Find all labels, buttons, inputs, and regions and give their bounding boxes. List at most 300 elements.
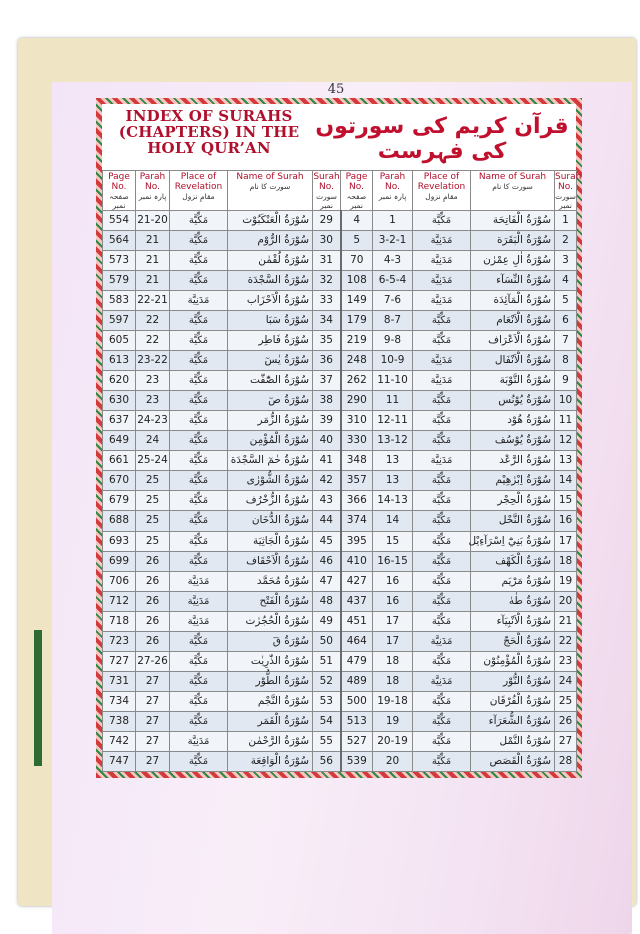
table-row (103, 671, 577, 691)
surah-no-cell: 10 (555, 391, 577, 411)
surah-index-table (102, 170, 582, 772)
place-cell: مَكِّيَّة (170, 211, 228, 231)
surah-name-cell: سُوْرَةُ التَّوْبَة (471, 371, 555, 391)
place-cell: مَكِّيَّة (170, 631, 228, 651)
surah-name-cell: سُوْرَةُ يُوْنُس (471, 391, 555, 411)
place-cell: مَكِّيَّة (170, 471, 228, 491)
page-no-cell: 693 (103, 531, 136, 551)
table-row (103, 471, 577, 491)
place-cell: مَكِّيَّة (170, 391, 228, 411)
table-row (103, 511, 577, 531)
table-header-row (103, 171, 577, 211)
table-row (103, 711, 577, 731)
place-cell: مَكِّيَّة (413, 431, 471, 451)
place-cell: مَدَنِيَّة (413, 231, 471, 251)
surah-name-cell: سُوْرَةُ النَّحْل (471, 511, 555, 531)
surah-no-cell: 21 (555, 611, 577, 631)
page-no-cell: 747 (103, 751, 136, 771)
surah-no-cell: 13 (555, 451, 577, 471)
header-place-of-revelation: Place of Revelation مقامِ نزول (170, 171, 228, 211)
page-no-cell: 451 (341, 611, 373, 631)
parah-no-cell: 27 (136, 731, 170, 751)
surah-no-cell: 46 (313, 551, 341, 571)
parah-no-cell: 25-24 (136, 451, 170, 471)
surah-no-cell: 1 (555, 211, 577, 231)
surah-name-cell: سُوْرَةُ الْفُرْقَان (471, 691, 555, 711)
page-no-cell: 330 (341, 431, 373, 451)
surah-no-cell: 26 (555, 711, 577, 731)
surah-no-cell: 29 (313, 211, 341, 231)
surah-no-cell: 53 (313, 691, 341, 711)
page-no-cell: 670 (103, 471, 136, 491)
parah-no-cell: 17 (373, 631, 413, 651)
surah-name-cell: سُوْرَةُ الْمُؤْمِنُوْن (471, 651, 555, 671)
surah-name-cell: سُوْرَةُ الزُّخْرُف (228, 491, 313, 511)
place-cell: مَكِّيَّة (413, 491, 471, 511)
surah-no-cell: 22 (555, 631, 577, 651)
parah-no-cell: 19 (373, 711, 413, 731)
page-no-cell: 464 (341, 631, 373, 651)
surah-no-cell: 15 (555, 491, 577, 511)
page-no-cell: 262 (341, 371, 373, 391)
surah-name-cell: سُوْرَةُ حٰمٓ السَّجْدَة (228, 451, 313, 471)
place-cell: مَكِّيَّة (170, 371, 228, 391)
header-surah-no: Surah No. سورت نمبر (555, 172, 582, 210)
parah-no-cell: 16 (373, 591, 413, 611)
table-row (103, 371, 577, 391)
surah-no-cell: 24 (555, 671, 577, 691)
parah-no-cell: 15 (373, 531, 413, 551)
surah-no-cell: 17 (555, 531, 577, 551)
surah-no-cell: 37 (313, 371, 341, 391)
surah-name-cell: سُوْرَةُ الْفَاتِحَة (471, 211, 555, 231)
page-no-cell: 513 (341, 711, 373, 731)
table-row (103, 591, 577, 611)
page-no-cell: 395 (341, 531, 373, 551)
page-no-cell: 613 (103, 351, 136, 371)
parah-no-cell: 23 (136, 391, 170, 411)
surah-no-cell: 40 (313, 431, 341, 451)
surah-name-cell: سُوْرَةُ الْقَمَر (228, 711, 313, 731)
parah-no-cell: 23-22 (136, 351, 170, 371)
surah-name-cell: سُوْرَةُ صٓ (228, 391, 313, 411)
place-cell: مَكِّيَّة (413, 411, 471, 431)
header-parah-no: Parah No. پارہ نمبر (136, 171, 170, 211)
title-urdu: قرآن کریم کی سورتوں کی فہرست (315, 114, 569, 164)
page-no-cell: 597 (103, 311, 136, 331)
surah-name-cell: سُوْرَةُ اٰلِ عِمْرٰن (471, 251, 555, 271)
place-cell: مَكِّيَّة (413, 331, 471, 351)
parah-no-cell: 24-23 (136, 411, 170, 431)
place-cell: مَكِّيَّة (170, 331, 228, 351)
surah-name-cell: سُوْرَةُ الْفَتْح (228, 591, 313, 611)
header-page-no: Page No. صفحہ نمبر (103, 171, 136, 211)
page-no-cell: 437 (341, 591, 373, 611)
parah-no-cell: 27 (136, 751, 170, 771)
surah-no-cell: 11 (555, 411, 577, 431)
page-no-cell: 688 (103, 511, 136, 531)
page-no-cell: 248 (341, 351, 373, 371)
surah-name-cell: سُوْرَةُ مَرْيَم (471, 571, 555, 591)
table-row (103, 271, 577, 291)
place-cell: مَكِّيَّة (413, 611, 471, 631)
parah-no-cell: 19-18 (373, 691, 413, 711)
surah-name-cell: سُوْرَةُ الْمُؤْمِن (228, 431, 313, 451)
surah-name-cell: سُوْرَةُ الْحِجْر (471, 491, 555, 511)
place-cell: مَدَنِيَّة (170, 591, 228, 611)
surah-name-cell: سُوْرَةُ الْاَحْزَاب (228, 291, 313, 311)
surah-name-cell: سُوْرَةُ الْحَجّ (471, 631, 555, 651)
place-cell: مَكِّيَّة (413, 571, 471, 591)
surah-no-cell: 4 (555, 271, 577, 291)
place-cell: مَكِّيَّة (170, 531, 228, 551)
surah-no-cell: 18 (555, 551, 577, 571)
table-row (103, 491, 577, 511)
surah-no-cell: 31 (313, 251, 341, 271)
page-no-cell: 712 (103, 591, 136, 611)
parah-no-cell: 22 (136, 331, 170, 351)
surah-name-cell: سُوْرَةُ لُقْمٰن (228, 251, 313, 271)
table-row (103, 731, 577, 751)
parah-no-cell: 21 (136, 251, 170, 271)
parah-no-cell: 16 (373, 571, 413, 591)
place-cell: مَدَنِيَّة (413, 631, 471, 651)
parah-no-cell: 1 (373, 211, 413, 231)
parah-no-cell: 26 (136, 571, 170, 591)
parah-no-cell: 27 (136, 691, 170, 711)
place-cell: مَكِّيَّة (413, 511, 471, 531)
place-cell: مَكِّيَّة (170, 551, 228, 571)
parah-no-cell: 11 (373, 391, 413, 411)
parah-no-cell: 26 (136, 631, 170, 651)
page-no-cell: 564 (103, 231, 136, 251)
surah-no-cell: 5 (555, 291, 577, 311)
surah-no-cell: 52 (313, 671, 341, 691)
surah-name-cell: سُوْرَةُ الدُّخَان (228, 511, 313, 531)
parah-no-cell: 10-9 (373, 351, 413, 371)
page-no-cell: 718 (103, 611, 136, 631)
page-no-cell: 699 (103, 551, 136, 571)
parah-no-cell: 25 (136, 471, 170, 491)
surah-name-cell: سُوْرَةُ الْبَقَرَة (471, 231, 555, 251)
surah-name-cell: سُوْرَةُ الْاَعْرَاف (471, 331, 555, 351)
table-row (103, 611, 577, 631)
index-frame (96, 98, 582, 778)
surah-name-cell: سُوْرَةُ الْوَاقِعَة (228, 751, 313, 771)
page-no-cell: 179 (341, 311, 373, 331)
surah-no-cell: 35 (313, 331, 341, 351)
parah-no-cell: 12-11 (373, 411, 413, 431)
surah-name-cell: سُوْرَةُ الرُّوْم (228, 231, 313, 251)
parah-no-cell: 25 (136, 531, 170, 551)
surah-no-cell: 27 (555, 731, 577, 751)
page-no-cell: 573 (103, 251, 136, 271)
place-cell: مَدَنِيَّة (413, 671, 471, 691)
surah-name-cell: سُوْرَةُ الْعَنْكَبُوْت (228, 211, 313, 231)
place-cell: مَدَنِيَّة (170, 571, 228, 591)
surah-no-cell: 42 (313, 471, 341, 491)
surah-name-cell: سُوْرَةُ يُوْسُف (471, 431, 555, 451)
table-row (103, 331, 577, 351)
surah-name-cell: سُوْرَةُ النُّوْر (471, 671, 555, 691)
page-no-cell: 661 (103, 451, 136, 471)
surah-no-cell: 23 (555, 651, 577, 671)
page-no-cell: 679 (103, 491, 136, 511)
parah-no-cell: 23 (136, 371, 170, 391)
surah-no-cell: 19 (555, 571, 577, 591)
page-no-cell: 738 (103, 711, 136, 731)
parah-no-cell: 20-19 (373, 731, 413, 751)
surah-name-cell: سُوْرَةُ بَنِيْٓ اِسْرَآءِيْل (471, 531, 555, 551)
surah-no-cell: 14 (555, 471, 577, 491)
surah-no-cell: 55 (313, 731, 341, 751)
surah-name-cell: سُوْرَةُ مُحَمَّد (228, 571, 313, 591)
page-no-cell: 731 (103, 671, 136, 691)
surah-name-cell: سُوْرَةُ قٓ (228, 631, 313, 651)
page-no-cell: 374 (341, 511, 373, 531)
place-cell: مَدَنِيَّة (413, 291, 471, 311)
place-cell: مَكِّيَّة (170, 651, 228, 671)
surah-no-cell: 56 (313, 751, 341, 771)
place-cell: مَكِّيَّة (413, 591, 471, 611)
surah-no-cell: 41 (313, 451, 341, 471)
surah-name-cell: سُوْرَةُ الزُّمَر (228, 411, 313, 431)
surah-name-cell: سُوْرَةُ الْاَنْفَال (471, 351, 555, 371)
place-cell: مَدَنِيَّة (413, 271, 471, 291)
page-no-cell: 706 (103, 571, 136, 591)
place-cell: مَدَنِيَّة (170, 611, 228, 631)
page-no-cell: 500 (341, 691, 373, 711)
surah-no-cell: 54 (313, 711, 341, 731)
parah-no-cell: 14-13 (373, 491, 413, 511)
place-cell: مَكِّيَّة (413, 691, 471, 711)
surah-name-cell: سُوْرَةُ الْقَصَص (471, 751, 555, 771)
parah-no-cell: 26 (136, 591, 170, 611)
surah-no-cell: 9 (555, 371, 577, 391)
table-row (103, 291, 577, 311)
parah-no-cell: 9-8 (373, 331, 413, 351)
page-no-cell: 579 (103, 271, 136, 291)
page-no-cell: 583 (103, 291, 136, 311)
place-cell: مَكِّيَّة (170, 451, 228, 471)
table-row (103, 451, 577, 471)
parah-no-cell: 21 (136, 231, 170, 251)
table-row (103, 391, 577, 411)
place-cell: مَكِّيَّة (413, 731, 471, 751)
parah-no-cell: 26 (136, 611, 170, 631)
table-row (103, 631, 577, 651)
page-no-cell: 723 (103, 631, 136, 651)
surah-name-cell: سُوْرَةُ الْاَنْعَام (471, 311, 555, 331)
page-no-cell: 630 (103, 391, 136, 411)
surah-name-cell: سُوْرَةُ الرَّعْد (471, 451, 555, 471)
surah-name-cell: سُوْرَةُ الْمَآئِدَة (471, 291, 555, 311)
parah-no-cell: 27-26 (136, 651, 170, 671)
surah-no-cell: 7 (555, 331, 577, 351)
table-row (103, 551, 577, 571)
place-cell: مَكِّيَّة (170, 271, 228, 291)
place-cell: مَكِّيَّة (170, 751, 228, 771)
surah-no-cell: 43 (313, 491, 341, 511)
page-no-cell: 290 (341, 391, 373, 411)
page-no-cell: 554 (103, 211, 136, 231)
page-no-cell: 742 (103, 731, 136, 751)
surah-name-cell: سُوْرَةُ سَبَا (228, 311, 313, 331)
surah-no-cell: 3 (555, 251, 577, 271)
table-row (103, 351, 577, 371)
page-no-cell: 489 (341, 671, 373, 691)
place-cell: مَدَنِيَّة (413, 371, 471, 391)
parah-no-cell: 18 (373, 651, 413, 671)
table-row (103, 531, 577, 551)
page-no-cell: 219 (341, 331, 373, 351)
surah-no-cell: 30 (313, 231, 341, 251)
surah-name-cell: سُوْرَةُ الصّٰٓفّٰت (228, 371, 313, 391)
cover-green-strip (34, 630, 42, 766)
page-no-cell: 4 (341, 211, 373, 231)
page-no-cell: 427 (341, 571, 373, 591)
surah-name-cell: سُوْرَةُ هُوْد (471, 411, 555, 431)
place-cell: مَكِّيَّة (170, 431, 228, 451)
surah-name-cell: سُوْرَةُ الْاَنْبِيَآء (471, 611, 555, 631)
parah-no-cell: 14 (373, 511, 413, 531)
place-cell: مَكِّيَّة (170, 671, 228, 691)
surah-no-cell: 12 (555, 431, 577, 451)
surah-no-cell: 47 (313, 571, 341, 591)
place-cell: مَكِّيَّة (413, 471, 471, 491)
page-no-cell: 637 (103, 411, 136, 431)
page-no-cell: 357 (341, 471, 373, 491)
surah-name-cell: سُوْرَةُ يٰسٓ (228, 351, 313, 371)
table-row (103, 211, 577, 231)
page-no-cell: 479 (341, 651, 373, 671)
page-no-cell: 70 (341, 251, 373, 271)
place-cell: مَكِّيَّة (413, 531, 471, 551)
parah-no-cell: 13 (373, 471, 413, 491)
page-no-cell: 366 (341, 491, 373, 511)
surah-name-cell: سُوْرَةُ طٰهٰ (471, 591, 555, 611)
page-no-cell: 734 (103, 691, 136, 711)
parah-no-cell: 24 (136, 431, 170, 451)
table-row (103, 571, 577, 591)
place-cell: مَكِّيَّة (170, 511, 228, 531)
place-cell: مَكِّيَّة (170, 231, 228, 251)
parah-no-cell: 20 (373, 751, 413, 771)
surah-no-cell: 39 (313, 411, 341, 431)
parah-no-cell: 27 (136, 711, 170, 731)
page-no-cell: 527 (341, 731, 373, 751)
place-cell: مَكِّيَّة (170, 711, 228, 731)
page-no-cell: 605 (103, 331, 136, 351)
header-place-of-revelation: Place of Revelation مقامِ نزول (413, 171, 471, 211)
place-cell: مَدَنِيَّة (413, 451, 471, 471)
surah-no-cell: 34 (313, 311, 341, 331)
parah-no-cell: 25 (136, 491, 170, 511)
page-no-cell: 348 (341, 451, 373, 471)
page-no-cell: 620 (103, 371, 136, 391)
surah-no-cell: 50 (313, 631, 341, 651)
surah-no-cell: 38 (313, 391, 341, 411)
page-no-cell: 410 (341, 551, 373, 571)
surah-no-cell: 28 (555, 751, 577, 771)
table-row (103, 751, 577, 771)
page-no-cell: 649 (103, 431, 136, 451)
surah-no-cell: 51 (313, 651, 341, 671)
page-no-cell: 149 (341, 291, 373, 311)
table-row (103, 411, 577, 431)
place-cell: مَكِّيَّة (170, 351, 228, 371)
page-no-cell: 108 (341, 271, 373, 291)
surah-name-cell: سُوْرَةُ النِّسَآء (471, 271, 555, 291)
place-cell: مَكِّيَّة (170, 311, 228, 331)
place-cell: مَكِّيَّة (413, 211, 471, 231)
place-cell: مَكِّيَّة (170, 691, 228, 711)
place-cell: مَكِّيَّة (413, 311, 471, 331)
page-no-cell: 539 (341, 751, 373, 771)
parah-no-cell: 8-7 (373, 311, 413, 331)
parah-no-cell: 21 (136, 271, 170, 291)
surah-no-cell: 20 (555, 591, 577, 611)
header-surah-no: Surah No. سورت نمبر (313, 172, 340, 210)
surah-no-cell: 36 (313, 351, 341, 371)
parah-no-cell: 3-2-1 (373, 231, 413, 251)
place-cell: مَدَنِيَّة (413, 251, 471, 271)
parah-no-cell: 6-5-4 (373, 271, 413, 291)
place-cell: مَدَنِيَّة (413, 351, 471, 371)
page-number: 45 (327, 82, 345, 97)
place-cell: مَكِّيَّة (413, 551, 471, 571)
surah-name-cell: سُوْرَةُ الذّٰرِيٰت (228, 651, 313, 671)
parah-no-cell: 11-10 (373, 371, 413, 391)
parah-no-cell: 13 (373, 451, 413, 471)
surah-name-cell: سُوْرَةُ الْجَاثِيَة (228, 531, 313, 551)
surah-name-cell: سُوْرَةُ السَّجْدَة (228, 271, 313, 291)
parah-no-cell: 22 (136, 311, 170, 331)
place-cell: مَدَنِيَّة (170, 291, 228, 311)
header-name-of-surah: Name of Surah سورت کا نام (471, 171, 555, 211)
surah-name-cell: سُوْرَةُ الشُّعَرَآء (471, 711, 555, 731)
surah-name-cell: سُوْرَةُ الْحُجُرٰت (228, 611, 313, 631)
surah-name-cell: سُوْرَةُ الشُّوْرٰى (228, 471, 313, 491)
parah-no-cell: 13-12 (373, 431, 413, 451)
surah-name-cell: سُوْرَةُ الْكَهْف (471, 551, 555, 571)
table-row (103, 691, 577, 711)
place-cell: مَكِّيَّة (170, 251, 228, 271)
surah-name-cell: سُوْرَةُ النَّجْم (228, 691, 313, 711)
surah-no-cell: 49 (313, 611, 341, 631)
parah-no-cell: 18 (373, 671, 413, 691)
place-cell: مَكِّيَّة (413, 651, 471, 671)
surah-name-cell: سُوْرَةُ اِبْرٰهِيْم (471, 471, 555, 491)
table-row (103, 431, 577, 451)
page-no-cell: 5 (341, 231, 373, 251)
title-english: INDEX OF SURAHS (CHAPTERS) IN THE HOLY QUR’AN (118, 107, 300, 157)
table-row (103, 651, 577, 671)
parah-no-cell: 22-21 (136, 291, 170, 311)
surah-no-cell: 16 (555, 511, 577, 531)
surah-no-cell: 33 (313, 291, 341, 311)
place-cell: مَكِّيَّة (413, 391, 471, 411)
parah-no-cell: 17 (373, 611, 413, 631)
surah-no-cell: 25 (555, 691, 577, 711)
place-cell: مَكِّيَّة (170, 491, 228, 511)
surah-no-cell: 45 (313, 531, 341, 551)
place-cell: مَكِّيَّة (413, 711, 471, 731)
surah-name-cell: سُوْرَةُ النَّمْل (471, 731, 555, 751)
header-parah-no: Parah No. پارہ نمبر (373, 171, 413, 211)
place-cell: مَدَنِيَّة (170, 731, 228, 751)
parah-no-cell: 26 (136, 551, 170, 571)
